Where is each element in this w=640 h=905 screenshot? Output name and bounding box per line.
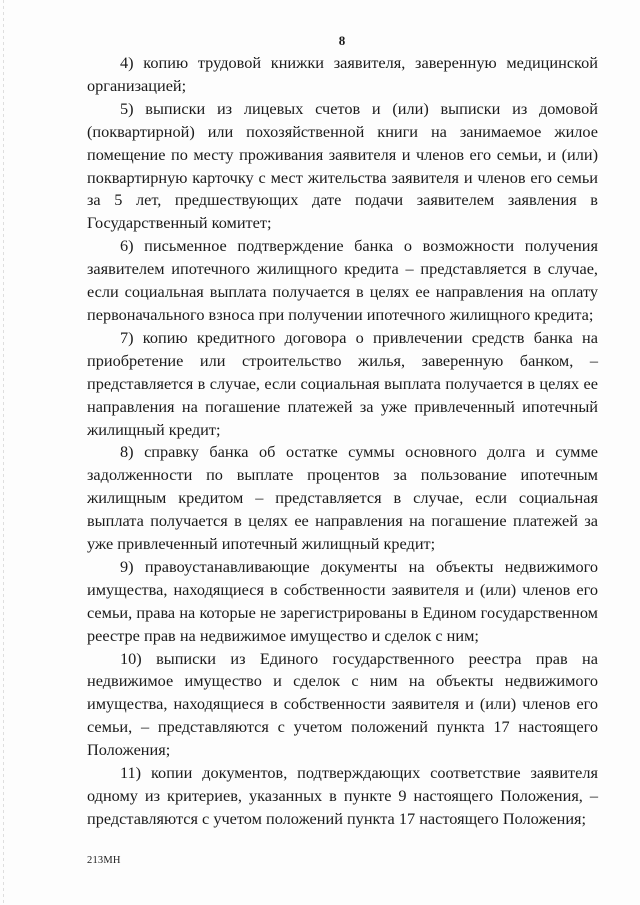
scan-edge-artifact <box>3 0 4 905</box>
list-item-6: 6) письменное подтверждение банка о возможности получения заявителем ипотечного жилищного кредита – представляется в случае, если социальная выплата получается в целях ее направления на оплату первоначального взноса при получении ипотечного жилищного кредита; <box>87 236 598 324</box>
footer-document-code: 213МН <box>87 855 121 866</box>
list-item-4: 4) копию трудовой книжки заявителя, заверенную медицинской организацией; <box>87 53 598 95</box>
list-item-8: 8) справку банка об остатке суммы основного долга и сумме задолженности по выплате процентов за пользование ипотечным жилищным кредитом – представляется в случае, если социальная выплата получается в целях ее направления на погашение платежей за уже привлеченный ипотечный жилищный кредит; <box>87 442 598 554</box>
list-item-10: 10) выписки из Единого государственного реестра прав на недвижимое имущество и сделок с ним на объекты недвижимого имущества, находящиеся в собственности заявителя и (или) членов его семьи, – представляются с учетом положений пункта 17 настоящего Положения; <box>87 648 598 760</box>
list-item-5: 5) выписки из лицевых счетов и (или) выписки из домовой (поквартирной) или похозяйственной книги на занимаемое жилое помещение по месту проживания заявителя и членов его семьи, и (или) поквартирную карточку с мест жительства заявителя и членов его семьи за 5 лет, предшествующих дате подачи заявителем заявления в Государственный комитет; <box>87 98 598 233</box>
document-body <box>87 52 598 831</box>
list-item-9: 9) правоустанавливающие документы на объекты недвижимого имущества, находящиеся в собственности заявителя и (или) членов его семьи, права на которые не зарегистрированы в Едином государственном реестре прав на недвижимое имущество и сделок с ним; <box>87 556 598 645</box>
list-item-7: 7) копию кредитного договора о привлечении средств банка на приобретение или строительство жилья, заверенную банком, – представляется в случае, если социальная выплата получается в целях ее направления на погашение платежей за уже привлеченный ипотечный жилищный кредит; <box>87 327 598 439</box>
list-item-11: 11) копии документов, подтверждающих соответствие заявителя одному из критериев, указанных в пункте 9 настоящего Положения, – представляются с учетом положений пункта 17 настоящего Положения; <box>87 763 598 828</box>
page-number: 8 <box>338 33 346 48</box>
